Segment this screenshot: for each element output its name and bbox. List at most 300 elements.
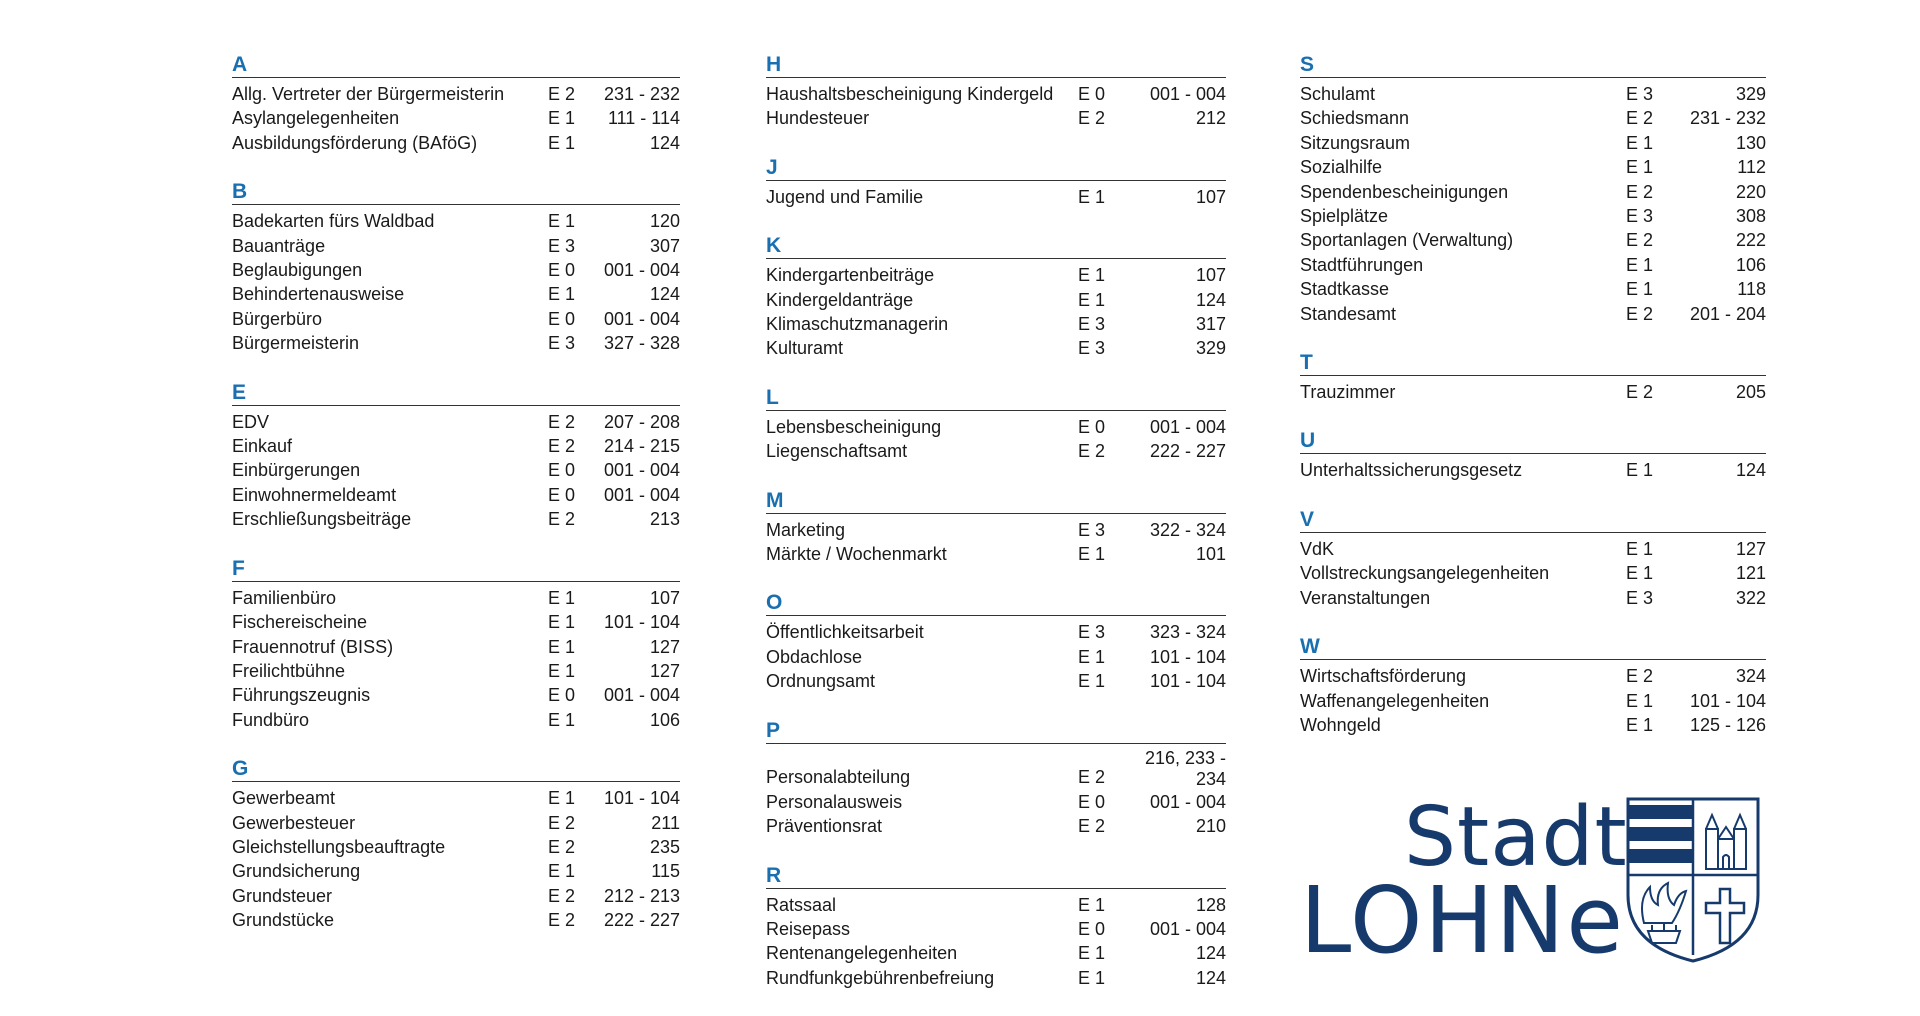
directory-entry <box>766 312 1226 336</box>
entry-room: 128 <box>1195 894 1226 915</box>
entry-name: Freilichtbühne <box>232 660 346 681</box>
entry-floor: E 2 <box>548 885 576 906</box>
entry-room: 124 <box>1195 967 1226 988</box>
entry-floor: E 1 <box>1626 538 1654 559</box>
entry-room: 324 <box>1735 666 1766 687</box>
directory-entry <box>1300 458 1766 482</box>
entry-floor: E 1 <box>1626 132 1654 153</box>
entry-room: 210 <box>1195 816 1226 837</box>
directory-entry <box>232 786 680 810</box>
entry-name: Trauzimmer <box>1300 382 1396 403</box>
directory-entry <box>232 659 680 683</box>
section-g <box>232 758 680 932</box>
entry-room: 001 - 004 <box>603 484 680 505</box>
entry-name: Stadtführungen <box>1300 254 1424 275</box>
entry-floor: E 3 <box>1626 587 1654 608</box>
section-o <box>766 592 1226 693</box>
entry-floor: E 1 <box>1626 254 1654 275</box>
entry-room: 201 - 204 <box>1689 303 1766 324</box>
entry-room: 323 - 324 <box>1149 622 1226 643</box>
entry-floor: E 1 <box>1078 186 1106 207</box>
entry-floor: E 1 <box>548 636 576 657</box>
entry-room: 118 <box>1737 279 1766 300</box>
directory-entry <box>232 331 680 355</box>
entry-name: Grundsteuer <box>232 885 333 906</box>
entry-floor: E 1 <box>1626 157 1654 178</box>
entry-room: 231 - 232 <box>1689 108 1766 129</box>
entry-floor: E 1 <box>548 211 576 232</box>
directory-entry <box>1300 253 1766 277</box>
entry-room: 322 - 324 <box>1149 519 1226 540</box>
entry-floor: E 2 <box>1626 108 1654 129</box>
entry-floor: E 2 <box>1078 816 1106 837</box>
section-letter-heading: S <box>1300 54 1766 78</box>
directory-entry <box>766 620 1226 644</box>
entry-room: 115 <box>651 861 680 882</box>
entry-name: Jugend und Familie <box>766 186 924 207</box>
entry-name: Schulamt <box>1300 84 1376 104</box>
entry-name: Gewerbeamt <box>232 788 336 809</box>
entry-name: Badekarten fürs Waldbad <box>232 211 435 232</box>
entry-name: VdK <box>1300 538 1335 559</box>
entry-room: 001 - 004 <box>603 685 680 706</box>
entry-name: Stadtkasse <box>1300 279 1390 300</box>
directory-column-3 <box>1300 54 1766 763</box>
section-letter-heading: W <box>1300 636 1766 660</box>
entry-room: 101 - 104 <box>1149 671 1226 692</box>
directory-entry <box>766 645 1226 669</box>
entry-floor: E 2 <box>1078 767 1106 788</box>
directory-entry <box>232 859 680 883</box>
entry-floor: E 2 <box>548 84 576 104</box>
section-l <box>766 387 1226 464</box>
section-letter-heading: R <box>766 865 1226 889</box>
entry-name: Marketing <box>766 519 846 540</box>
entry-floor: E 2 <box>1626 666 1654 687</box>
entry-room: 212 - 213 <box>603 885 680 906</box>
directory-entry <box>232 683 680 707</box>
entry-floor: E 0 <box>1078 918 1106 939</box>
entry-name: Kindergeldanträge <box>766 289 914 310</box>
entry-floor: E 0 <box>1078 791 1106 812</box>
entry-room: 327 - 328 <box>603 333 680 354</box>
entry-room: 001 - 004 <box>603 308 680 329</box>
entry-room: 307 <box>649 235 680 256</box>
entry-name: Bürgerbüro <box>232 308 323 329</box>
directory-entry <box>232 908 680 932</box>
entry-room: 107 <box>1195 265 1226 286</box>
entry-name: Grundstücke <box>232 910 335 931</box>
directory-entry <box>766 966 1226 990</box>
entry-room: 001 - 004 <box>603 260 680 281</box>
section-r <box>766 865 1226 991</box>
entry-room: 001 - 004 <box>1149 791 1226 812</box>
section-v <box>1300 509 1766 610</box>
section-a <box>232 54 680 155</box>
entry-room: 231 - 232 <box>603 84 680 104</box>
entry-name: Ratssaal <box>766 894 837 915</box>
entry-room: 235 <box>649 836 680 857</box>
section-letter-heading: J <box>766 157 1226 181</box>
entry-floor: E 2 <box>548 812 576 833</box>
entry-name: Beglaubigungen <box>232 260 363 281</box>
directory-entry <box>232 507 680 531</box>
directory-entry <box>1300 106 1766 130</box>
entry-floor: E 2 <box>548 436 576 457</box>
directory-entry <box>766 263 1226 287</box>
entry-floor: E 2 <box>548 910 576 931</box>
entry-floor: E 1 <box>548 660 576 681</box>
entry-room: 222 - 227 <box>603 910 680 931</box>
section-letter-heading: G <box>232 758 680 782</box>
entry-room: 101 - 104 <box>603 612 680 633</box>
entry-name: Erschließungsbeiträge <box>232 509 412 530</box>
entry-floor: E 1 <box>1626 563 1654 584</box>
entry-room: 220 <box>1735 181 1766 202</box>
directory-entry <box>766 941 1226 965</box>
directory-entry <box>1300 277 1766 301</box>
entry-floor: E 0 <box>548 484 576 505</box>
entry-name: Reisepass <box>766 918 851 939</box>
entry-name: Sozialhilfe <box>1300 157 1383 178</box>
entry-name: Lebensbescheinigung <box>766 416 942 437</box>
entry-room: 329 <box>1195 338 1226 359</box>
entry-floor: E 0 <box>1078 84 1106 104</box>
entry-name: Behindertenausweise <box>232 284 405 305</box>
directory-entry <box>232 282 680 306</box>
directory-entry <box>232 483 680 507</box>
entry-room: 112 <box>1737 157 1766 178</box>
entry-name: Asylangelegenheiten <box>232 108 400 129</box>
entry-name: Fischereischeine <box>232 612 368 633</box>
entry-name: Wohngeld <box>1300 714 1381 735</box>
directory-entry <box>766 790 1226 814</box>
entry-floor: E 2 <box>1626 303 1654 324</box>
directory-entry <box>1300 586 1766 610</box>
entry-floor: E 1 <box>1078 943 1106 964</box>
section-letter-heading: P <box>766 720 1226 744</box>
entry-floor: E 1 <box>1078 265 1106 286</box>
directory-entry <box>766 518 1226 542</box>
entry-name: Vollstreckungsangelegenheiten <box>1300 563 1550 584</box>
entry-floor: E 2 <box>1626 181 1654 202</box>
logo-text-lohne: LOHNe <box>1300 867 1625 974</box>
section-letter-heading: E <box>232 382 680 406</box>
directory-entry <box>766 542 1226 566</box>
section-m <box>766 490 1226 567</box>
section-u <box>1300 430 1766 482</box>
entry-name: Ordnungsamt <box>766 671 876 692</box>
entry-room: 101 <box>1195 544 1226 565</box>
entry-room: 001 - 004 <box>603 460 680 481</box>
entry-floor: E 1 <box>548 709 576 730</box>
section-letter-heading: T <box>1300 352 1766 376</box>
entry-floor: E 3 <box>1626 206 1654 227</box>
entry-name: Sportanlagen (Verwaltung) <box>1300 230 1514 251</box>
directory-entry <box>1300 537 1766 561</box>
section-letter-heading: B <box>232 181 680 205</box>
entry-floor: E 1 <box>1078 544 1106 565</box>
entry-floor: E 3 <box>1626 84 1654 104</box>
directory-entry <box>766 893 1226 917</box>
section-letter-heading: O <box>766 592 1226 616</box>
entry-floor: E 1 <box>548 587 576 608</box>
entry-room: 107 <box>649 587 680 608</box>
entry-floor: E 1 <box>1078 289 1106 310</box>
entry-name: Klimaschutzmanagerin <box>766 314 949 335</box>
entry-room: 121 <box>1735 563 1766 584</box>
directory-entry <box>766 748 1226 790</box>
entry-floor: E 2 <box>1078 108 1106 129</box>
entry-floor: E 2 <box>1626 382 1654 403</box>
entry-name: Familienbüro <box>232 587 337 608</box>
entry-room: 001 - 004 <box>1149 918 1226 939</box>
directory-column-2 <box>766 54 1226 1016</box>
entry-name: Obdachlose <box>766 646 863 667</box>
entry-room: 124 <box>1195 943 1226 964</box>
entry-floor: E 1 <box>1078 671 1106 692</box>
section-t <box>1300 352 1766 404</box>
entry-name: Personalabteilung <box>766 767 911 788</box>
entry-room-line-1: 216, 233 - <box>1144 747 1226 768</box>
entry-floor: E 1 <box>548 132 576 153</box>
entry-room: 111 - 114 <box>607 108 680 129</box>
entry-room: 212 <box>1195 108 1226 129</box>
section-letter-heading: M <box>766 490 1226 514</box>
entry-name: Einbürgerungen <box>232 460 361 481</box>
entry-name: Haushaltsbescheinigung Kindergeld <box>766 84 1054 104</box>
entry-name: Liegenschaftsamt <box>766 441 908 462</box>
entry-room: 127 <box>649 660 680 681</box>
directory-entry <box>232 708 680 732</box>
entry-room: 124 <box>1735 460 1766 481</box>
directory-entry <box>1300 561 1766 585</box>
directory-entry <box>1300 713 1766 737</box>
section-f <box>232 558 680 732</box>
entry-floor: E 3 <box>548 333 576 354</box>
entry-floor: E 1 <box>1078 646 1106 667</box>
section-p <box>766 720 1226 839</box>
directory-entry <box>766 336 1226 360</box>
section-letter-heading: A <box>232 54 680 78</box>
section-s <box>1300 54 1766 326</box>
entry-room: 107 <box>1195 186 1226 207</box>
entry-name: Führungszeugnis <box>232 685 371 706</box>
entry-room: 222 - 227 <box>1149 441 1226 462</box>
entry-name: Rundfunkgebührenbefreiung <box>766 967 995 988</box>
section-letter-heading: H <box>766 54 1226 78</box>
directory-entry <box>766 185 1226 209</box>
entry-name: Ausbildungsförderung (BAföG) <box>232 132 478 153</box>
entry-floor: E 1 <box>1626 714 1654 735</box>
directory-entry <box>232 586 680 610</box>
directory-entry <box>1300 380 1766 404</box>
entry-room: 124 <box>649 284 680 305</box>
entry-floor: E 3 <box>1078 338 1106 359</box>
section-letter-heading: V <box>1300 509 1766 533</box>
entry-name: Gewerbesteuer <box>232 812 356 833</box>
directory-entry <box>766 288 1226 312</box>
section-j <box>766 157 1226 209</box>
directory-entry <box>232 307 680 331</box>
section-b <box>232 181 680 355</box>
entry-name: Frauennotruf (BISS) <box>232 636 394 657</box>
entry-floor: E 1 <box>548 788 576 809</box>
directory-entry <box>232 82 680 106</box>
directory-entry <box>766 917 1226 941</box>
entry-name: Spendenbescheinigungen <box>1300 181 1509 202</box>
entry-room: 124 <box>649 132 680 153</box>
section-letter-heading: K <box>766 235 1226 259</box>
entry-floor: E 2 <box>1626 230 1654 251</box>
directory-entry <box>766 814 1226 838</box>
entry-room: 101 - 104 <box>603 788 680 809</box>
entry-floor: E 1 <box>548 612 576 633</box>
directory-entry <box>766 415 1226 439</box>
entry-floor: E 3 <box>1078 314 1106 335</box>
entry-name: Personalausweis <box>766 791 903 812</box>
entry-floor: E 1 <box>548 108 576 129</box>
entry-name: Kulturamt <box>766 338 844 359</box>
entry-room: 322 <box>1735 587 1766 608</box>
entry-name: Grundsicherung <box>232 861 361 882</box>
entry-room <box>1132 748 1226 790</box>
entry-room: 207 - 208 <box>603 411 680 432</box>
entry-floor: E 1 <box>1078 967 1106 988</box>
entry-floor: E 0 <box>548 308 576 329</box>
directory-entry <box>1300 204 1766 228</box>
section-letter-heading: U <box>1300 430 1766 454</box>
entry-floor: E 2 <box>548 836 576 857</box>
directory-entry <box>1300 82 1766 106</box>
entry-room: 001 - 004 <box>1149 84 1226 104</box>
entry-floor: E 2 <box>548 509 576 530</box>
entry-room: 130 <box>1735 132 1766 153</box>
section-k <box>766 235 1226 361</box>
entry-name: Einkauf <box>232 436 293 457</box>
directory-entry <box>766 106 1226 130</box>
directory-entry <box>766 669 1226 693</box>
directory-entry <box>232 458 680 482</box>
entry-name: Kindergartenbeiträge <box>766 265 935 286</box>
entry-floor: E 3 <box>1078 622 1106 643</box>
entry-room: 120 <box>649 211 680 232</box>
entry-floor: E 0 <box>548 260 576 281</box>
entry-name: Wirtschaftsförderung <box>1300 666 1467 687</box>
directory-entry <box>232 835 680 859</box>
entry-name: Präventionsrat <box>766 816 883 837</box>
section-letter-heading: F <box>232 558 680 582</box>
directory-entry <box>766 82 1226 106</box>
entry-room-line-2: 234 <box>1195 768 1226 789</box>
entry-name: Öffentlichkeitsarbeit <box>766 622 924 643</box>
entry-room: 308 <box>1735 206 1766 227</box>
section-h <box>766 54 1226 131</box>
entry-name: Einwohnermeldeamt <box>232 484 397 505</box>
entry-room: 213 <box>649 509 680 530</box>
entry-room: 106 <box>1735 254 1766 275</box>
entry-room: 101 - 104 <box>1689 690 1766 711</box>
entry-name: Rentenangelegenheiten <box>766 943 958 964</box>
entry-name: Sitzungsraum <box>1300 132 1411 153</box>
entry-name: Unterhaltssicherungsgesetz <box>1300 460 1523 481</box>
directory-entry <box>1300 155 1766 179</box>
logo-text-stadt: Stadt <box>1404 790 1628 885</box>
directory-entry <box>232 258 680 282</box>
entry-name: Allg. Vertreter der Bürgermeisterin <box>232 84 505 104</box>
entry-room: 214 - 215 <box>603 436 680 457</box>
entry-name: Schiedsmann <box>1300 108 1410 129</box>
entry-floor: E 3 <box>548 235 576 256</box>
section-w <box>1300 636 1766 737</box>
entry-room: 205 <box>1735 382 1766 403</box>
entry-name: Bürgermeisterin <box>232 333 360 354</box>
entry-name: Gleichstellungsbeauftragte <box>232 836 446 857</box>
entry-name: Standesamt <box>1300 303 1397 324</box>
directory-entry <box>232 234 680 258</box>
entry-floor: E 2 <box>548 411 576 432</box>
directory-entry <box>232 209 680 233</box>
stadt-lohne-logo <box>1300 790 1770 974</box>
entry-floor: E 1 <box>548 284 576 305</box>
directory-entry <box>232 434 680 458</box>
entry-floor: E 3 <box>1078 519 1106 540</box>
directory-entry <box>232 131 680 155</box>
entry-room: 106 <box>649 709 680 730</box>
entry-name: Waffenangelegenheiten <box>1300 690 1490 711</box>
directory-entry <box>1300 689 1766 713</box>
entry-room: 317 <box>1195 314 1226 335</box>
entry-room: 211 <box>651 812 680 833</box>
entry-floor: E 0 <box>548 685 576 706</box>
entry-name: Hundesteuer <box>766 108 870 129</box>
entry-floor: E 1 <box>1626 460 1654 481</box>
directory-entry <box>232 610 680 634</box>
entry-floor: E 1 <box>1626 690 1654 711</box>
section-e <box>232 382 680 532</box>
directory-entry <box>232 811 680 835</box>
directory-entry <box>232 410 680 434</box>
entry-name: Spielplätze <box>1300 206 1389 227</box>
directory-entry <box>232 106 680 130</box>
entry-room: 127 <box>1735 538 1766 559</box>
entry-floor: E 1 <box>1626 279 1654 300</box>
directory-entry <box>1300 302 1766 326</box>
entry-name: Märkte / Wochenmarkt <box>766 544 947 565</box>
directory-entry <box>766 439 1226 463</box>
entry-floor: E 1 <box>1078 894 1106 915</box>
entry-room: 329 <box>1735 84 1766 104</box>
entry-room: 101 - 104 <box>1149 646 1226 667</box>
directory-entry <box>1300 131 1766 155</box>
entry-room: 124 <box>1195 289 1226 310</box>
directory-entry <box>1300 180 1766 204</box>
entry-room: 127 <box>649 636 680 657</box>
entry-room: 001 - 004 <box>1149 416 1226 437</box>
entry-room: 222 <box>1735 230 1766 251</box>
entry-floor: E 0 <box>1078 416 1106 437</box>
section-letter-heading: L <box>766 387 1226 411</box>
directory-column-1 <box>232 54 680 959</box>
directory-entry <box>1300 228 1766 252</box>
directory-entry <box>232 884 680 908</box>
entry-name: Fundbüro <box>232 709 310 730</box>
coat-of-arms-icon <box>1624 795 1762 965</box>
entry-room: 125 - 126 <box>1689 714 1766 735</box>
entry-floor: E 2 <box>1078 441 1106 462</box>
entry-name: EDV <box>232 411 270 432</box>
entry-name: Bauanträge <box>232 235 326 256</box>
